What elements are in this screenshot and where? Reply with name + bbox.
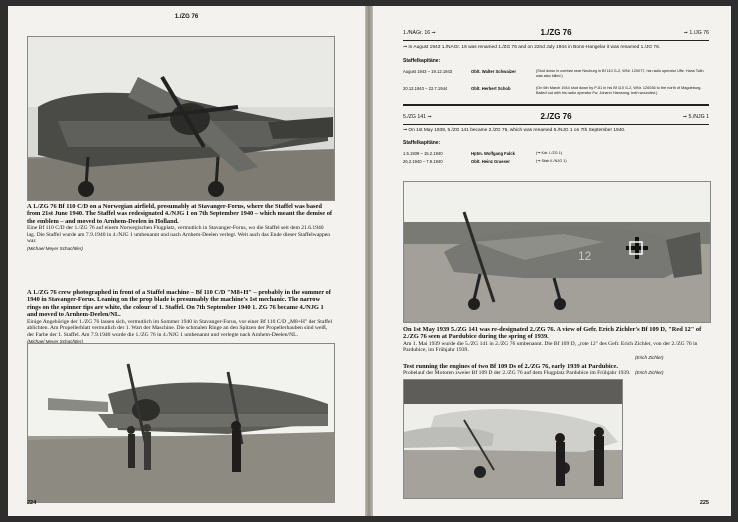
caption-2-credit: (Michael Meyer Schachtler) — [27, 339, 83, 345]
photo-crew-front-of-bf110 — [27, 343, 335, 503]
header-rule — [403, 124, 709, 125]
caption-2-german: Einige Angehörige der 1./ZG 76 lassen sich, vermutlich im Sommer 1940 in Stavanger-Forus, vor einer Bf 110 C/D „M8+H" der Staffel ablichten. Am Propellerblatt vermutlich der 1. Wart der Maschine. Die schmalen Ringe an den Spitzen der Propellerhauben sind weiß, der Farbe der 1. Staffel. Am 7.9.1940 wurde die 1./ZG 76 in 4./NJG 1 umbenannt und verlegte nach Arnhem-Deelen/NL. — [27, 318, 333, 338]
previous-unit: 1./NAGr. 16 ➞ — [403, 30, 436, 36]
commander-note: (➞ Kdr. I./ZG 1) — [536, 151, 563, 155]
commander-name: Hptm. Wolfgang Falck — [471, 151, 515, 156]
commander-dates: August 1943 – 19.12.1943 — [403, 69, 453, 74]
left-page — [8, 6, 365, 516]
staffelkapitaene-label: Staffelkapitäne: — [403, 140, 441, 146]
previous-unit: 5./ZG 141 ➞ — [403, 114, 432, 120]
commander-row — [403, 151, 709, 159]
book-gutter — [365, 6, 373, 516]
unit-title: 2./ZG 76 — [540, 112, 572, 121]
caption-2-english: A 1./ZG 76 crew photographed in front of a Staffel machine – Bf 110 C/D "M8+H" – probably in the summer of 1940 in Stavanger-Forus. Leaning on the prop blade is presumably the machine's 1st mechanic. The narrow rings on the spinner tips are white, the colour of 1. Staffel. On 7th September 1940 1. ZG 76 became 4./NJG 1 and moved to Arnhem-Deelen/NL. — [27, 289, 331, 319]
photo-two-bf109d-engine-test — [403, 379, 623, 499]
commander-dates: 1.5.1939 – 15.2.1940 — [403, 151, 443, 156]
commander-name: Oblt. Herbert Schob — [471, 86, 511, 91]
commander-row — [403, 86, 709, 102]
right-page — [373, 6, 731, 516]
running-head: 1./ZG 76 — [174, 14, 199, 20]
photo-bf110-parked — [27, 36, 335, 201]
next-unit: ➞ 5./NJG 1 — [682, 114, 709, 120]
commander-name: Oblt. Walter Schwaizer — [471, 69, 516, 74]
staffelkapitaene-label: Staffelkapitäne: — [403, 58, 441, 64]
caption-4-credit: (Erich Zichler) — [635, 370, 664, 375]
caption-1 — [27, 203, 333, 252]
unit-history-note: ➞ On 1st May 1939, 5./ZG 141 became 2./ZG 76, which was renamed 5./NJG 1 on 7th September 1940. — [403, 128, 626, 133]
unit-title: 1./ZG 76 — [540, 28, 572, 37]
commander-note: (On 6th March 1944 shot down by P-51 in his Bf 110 G-2, WNr. 120036 to the north of Magdeburg. Bailed out with his radio operator Fw. Johann Hamsung, both wounded.) — [536, 86, 702, 95]
header-rule — [403, 40, 709, 41]
caption-1-credit: (Michael Meyer Schachtler) — [27, 245, 83, 251]
commander-dates: 26.2.1940 – 7.9.1940 — [403, 159, 443, 164]
next-unit: ➞ 1./JG 76 — [683, 30, 709, 36]
svg-text:12: 12 — [578, 249, 592, 263]
unit-header-2zg76 — [403, 112, 709, 122]
page-number-right: 225 — [699, 500, 709, 506]
caption-1-german: Eine Bf 110 C/D der 1./ZG 76 auf einem Norwegischen Flugplatz, vermutlich in Stavanger-Forus, wo die Staffel seit dem 21.6.1940 lag. Die Staffel wurde am 7.9.1940 in 4./NJG 1 umbenannt und nach Arnhem-Deelen verlegt. Weit auch das Ende dieser Staffelwappen war. — [27, 225, 331, 245]
photo-bf109d-red-12 — [403, 181, 711, 323]
commander-note: (Shot down in combat near Neuburg in Bf 110 G-2, WNr. 120077, his radio operator Uffz. Hans Talin was also killed.) — [536, 69, 704, 78]
caption-3-german: Am 1. Mai 1939 wurde die 5./ZG 141 in 2./ZG 76 umbenannt. Die Bf 109 D, „rote 12" des Gefr. Erich Zichler, von der 2./ZG 76 in Pardubice, im Frühjahr 1939. — [403, 340, 698, 354]
commander-row — [403, 69, 709, 85]
caption-3-credit: (Erich Zichler) — [635, 355, 664, 360]
unit-header-1zg76 — [403, 28, 709, 38]
caption-2 — [27, 289, 333, 346]
caption-4-english: Test running the engines of two Bf 109 Ds of 2./ZG 76, early 1939 at Pardubice. — [403, 363, 618, 370]
caption-3 — [403, 326, 709, 354]
commander-dates: 20.12.1943 – 22.7.1944 — [403, 86, 448, 91]
caption-1-english: A 1./ZG 76 Bf 110 C/D on a Norwegian airfield, presumably at Stavanger-Forus, where the Staffel was based from 21st June 1940. The Staffel was redesignated 4./NJG 1 on 7th September 1940 – which meant the demise of the emblem – and moved to Arnhem-Deelen in Holland. — [27, 203, 333, 225]
page-number-left: 224 — [27, 500, 37, 506]
caption-3-english: On 1st May 1939 5./ZG 141 was re-designated 2./ZG 76. A view of Gefr. Erich Zichler's Bf 109 D, "Red 12" of 2./ZG 76 seen at Pardubice during the spring of 1939. — [403, 326, 702, 341]
commander-row — [403, 159, 709, 167]
section-divider — [403, 104, 709, 106]
caption-4-german: Probelauf der Motoren zweier Bf 109 D der 2./ZG 76 auf dem Flugplatz Pardubice im Frühjahr 1939. — [403, 370, 631, 377]
commander-name: Oblt. Heinz Graeser — [471, 159, 510, 164]
commander-note: (➞ Stab II./NJG 1) — [536, 159, 567, 163]
unit-history-note: ➞ In August 1943 1./NAGr. 16 was renamed 1./ZG 76 and on 22nd July 1944 in Bonn-Hangelar it was renamed 1./JG 76. — [403, 45, 661, 50]
